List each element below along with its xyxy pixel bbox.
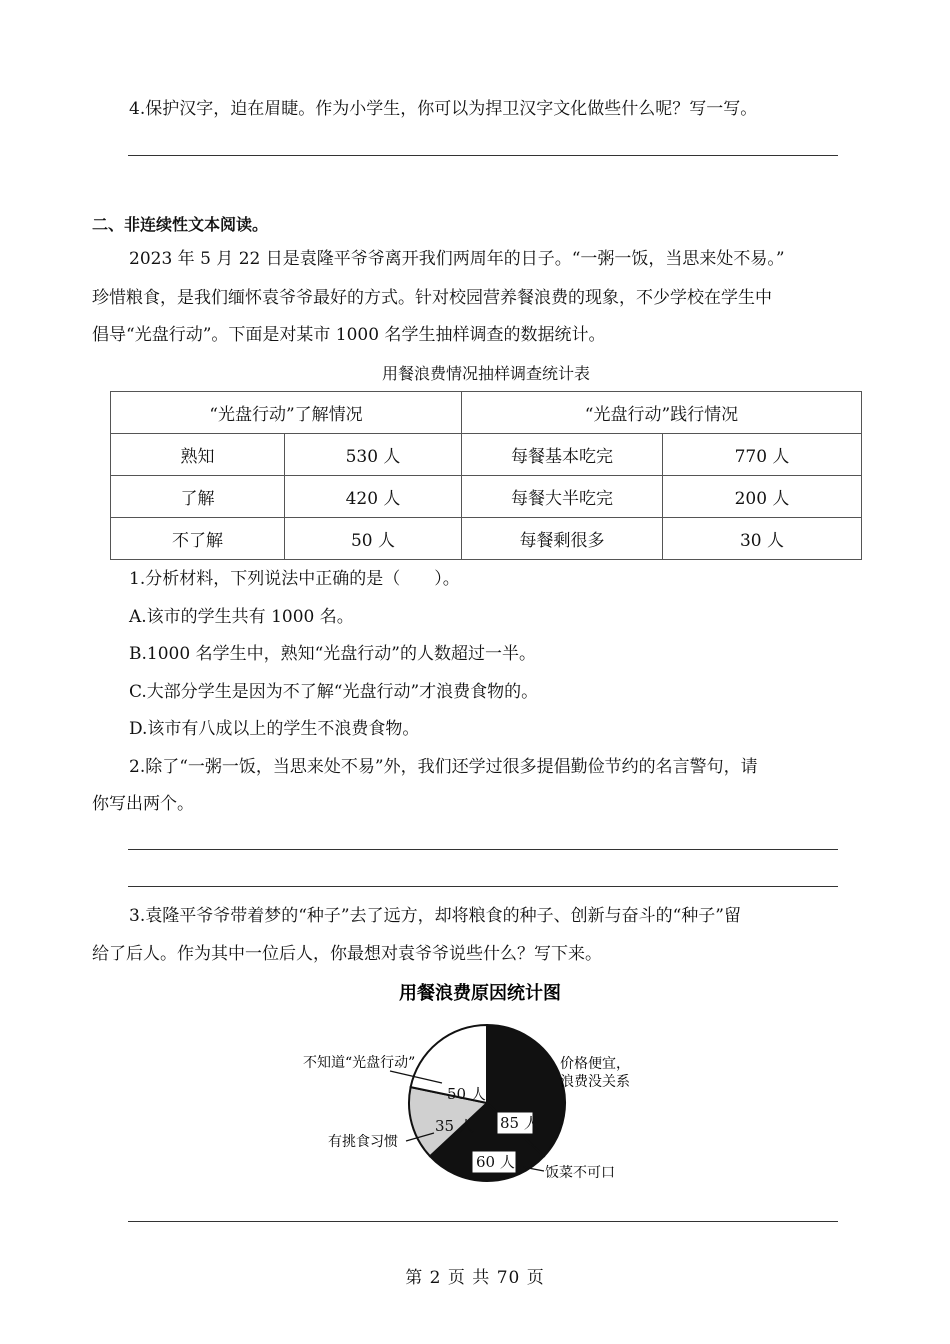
question-2-line-1: 2.除了“一粥一饭，当思来处不易”外，我们还学过很多提倡勤俭节约的名言警句，请: [129, 757, 758, 777]
question-3-line-2: 给了后人。作为其中一位后人，你最想对袁爷爷说些什么？写下来。: [92, 944, 602, 964]
question-1: 1.分析材料，下列说法中正确的是（ ）。: [129, 569, 460, 589]
table-header-cell: “光盘行动”践行情况: [462, 392, 862, 434]
option-d: D.该市有八成以上的学生不浪费食物。: [129, 719, 420, 739]
slice-category-label: 有挑食习惯: [328, 1134, 398, 1150]
table-header-row: [111, 392, 862, 434]
table-cell: 30 人: [663, 518, 862, 560]
answer-line: [128, 1221, 838, 1222]
table-cell: 不了解: [111, 518, 285, 560]
slice-category-label: 不知道“光盘行动”: [303, 1055, 416, 1071]
table-row: [111, 518, 862, 560]
table-row: [111, 434, 862, 476]
chart-title: 用餐浪费原因统计图: [399, 983, 561, 1004]
option-b: B.1000 名学生中，熟知“光盘行动”的人数超过一半。: [129, 644, 536, 664]
slice-value-label: 50 人: [447, 1085, 486, 1103]
survey-table: [110, 391, 862, 560]
table-cell: 每餐基本吃完: [462, 434, 663, 476]
option-c: C.大部分学生是因为不了解“光盘行动”才浪费食物的。: [129, 682, 539, 702]
slice-value-label: 35 人: [435, 1117, 474, 1135]
answer-line: [128, 849, 838, 850]
slice-category-label: 饭菜不可口: [545, 1165, 615, 1181]
table-cell: 530 人: [285, 434, 462, 476]
slice-category-label: 价格便宜，: [560, 1056, 630, 1072]
slice-value-label: 60 人: [476, 1153, 515, 1171]
slice-category-label: 浪费没关系: [560, 1074, 630, 1090]
table-cell: 200 人: [663, 476, 862, 518]
slice-value-label: 85 人: [500, 1114, 539, 1132]
question-2-line-2: 你写出两个。: [92, 794, 194, 814]
page-footer: 第 2 页 共 70 页: [405, 1268, 545, 1288]
answer-line: [128, 886, 838, 887]
answer-line: [128, 155, 838, 156]
question-4: 4.保护汉字，迫在眉睫。作为小学生，你可以为捍卫汉字文化做些什么呢？写一写。: [129, 99, 758, 119]
section-title: 二、非连续性文本阅读。: [92, 215, 269, 234]
option-a: A.该市的学生共有 1000 名。: [129, 607, 354, 627]
table-cell: 了解: [111, 476, 285, 518]
table-caption: 用餐浪费情况抽样调查统计表: [381, 364, 590, 383]
table-cell: 50 人: [285, 518, 462, 560]
table-cell: 每餐剩很多: [462, 518, 663, 560]
table-row: [111, 476, 862, 518]
intro-line-3: 倡导“光盘行动”。下面是对某市 1000 名学生抽样调查的数据统计。: [92, 325, 606, 345]
table-cell: 420 人: [285, 476, 462, 518]
waste-reasons-pie-chart: [280, 975, 700, 1190]
intro-line-2: 珍惜粮食，是我们缅怀袁爷爷最好的方式。针对校园营养餐浪费的现象，不少学校在学生中: [92, 288, 772, 308]
table-cell: 熟知: [111, 434, 285, 476]
table-cell: 770 人: [663, 434, 862, 476]
intro-line-1: 2023 年 5 月 22 日是袁隆平爷爷离开我们两周年的日子。“一粥一饭，当思来处不易。”: [129, 249, 785, 269]
question-3-line-1: 3.袁隆平爷爷带着梦的“种子”去了远方，却将粮食的种子、创新与奋斗的“种子”留: [129, 906, 741, 926]
table-header-cell: “光盘行动”了解情况: [111, 392, 462, 434]
table-cell: 每餐大半吃完: [462, 476, 663, 518]
